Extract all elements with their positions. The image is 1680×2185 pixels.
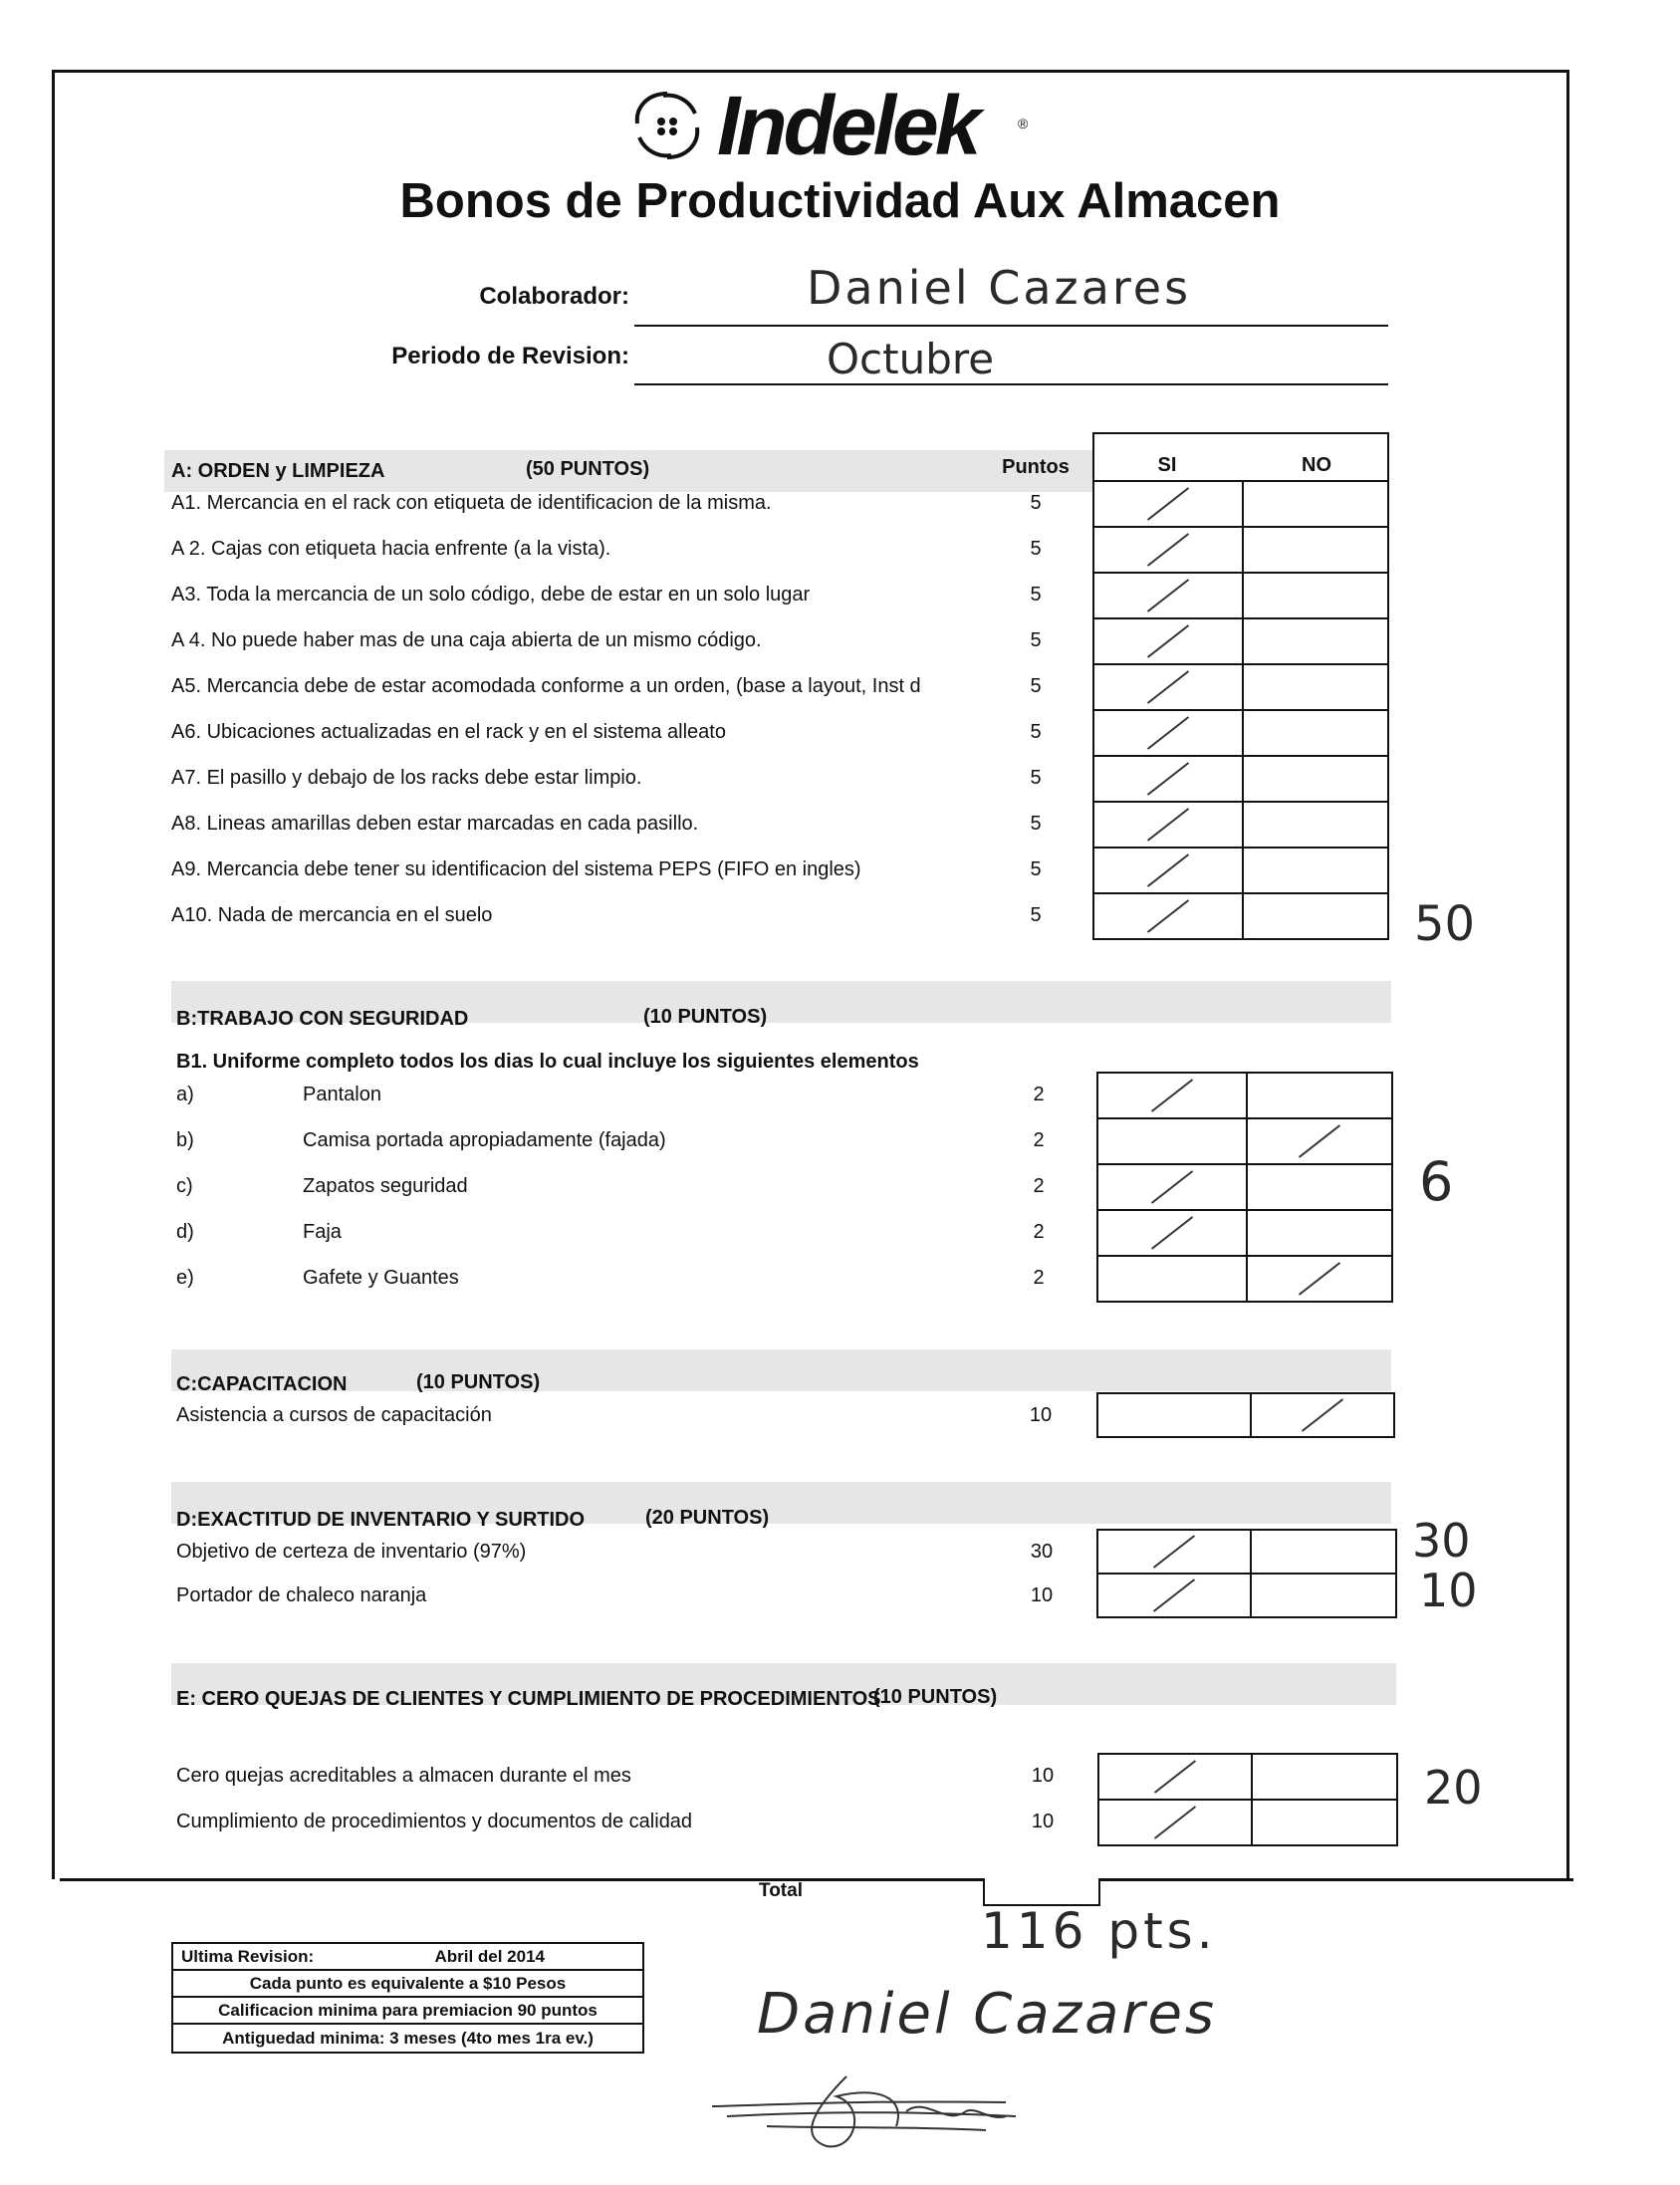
revision-value: Abril del 2014 [434,1946,545,1966]
section-d-title: D:EXACTITUD DE INVENTARIO Y SURTIDO [176,1509,586,1531]
no-checkbox[interactable] [1246,1072,1393,1119]
row-label: A7. El pasillo y debajo de los racks debe estar limpio. [171,767,642,789]
row-points: 2 [1033,1267,1045,1289]
info-line-2: Calificacion minima para premiacion 90 puntos [173,1998,642,2025]
row-points: 10 [1030,1584,1054,1606]
section-d-subtotal-2: 10 [1419,1564,1478,1617]
row-label: A6. Ubicaciones actualizadas en el rack y en el sistema alleato [171,721,726,743]
no-checkbox[interactable] [1242,801,1389,849]
row-label: A9. Mercancia debe tener su identificacion del sistema PEPS (FIFO en ingles) [171,858,861,880]
brand-name: Indelek [717,79,978,172]
brand-logo [627,79,1036,175]
row-points: 30 [1030,1541,1054,1563]
colaborador-underline [634,325,1388,327]
row-letter: a) [176,1084,194,1105]
section-d-points: (20 PUNTOS) [645,1507,770,1529]
col-si-header: SI [1157,454,1177,476]
row-points: 10 [1029,1404,1053,1426]
no-checkbox[interactable] [1242,617,1389,665]
section-b-title: B:TRABAJO CON SEGURIDAD [176,1008,469,1030]
signature-scribble-icon [707,2066,1026,2156]
row-points: 10 [1031,1811,1055,1832]
row-points: 2 [1033,1221,1045,1243]
row-label: A10. Nada de mercancia en el suelo [171,904,493,926]
periodo-value: Octubre [827,335,995,383]
no-checkbox[interactable] [1242,709,1389,757]
row-points: 5 [1030,904,1042,926]
no-checkbox[interactable] [1246,1209,1393,1257]
swirl-logo-icon [627,86,707,165]
no-checkbox[interactable] [1251,1799,1398,1846]
row-points: 2 [1033,1129,1045,1151]
section-c-points: (10 PUNTOS) [416,1371,541,1393]
no-checkbox[interactable] [1242,663,1389,711]
section-b-subtitle: B1. Uniforme completo todos los dias lo cual incluye los siguientes elementos [176,1051,919,1073]
row-label: Camisa portada apropiadamente (fajada) [303,1129,666,1151]
row-label: Pantalon [303,1084,381,1105]
registered-mark: ® [1018,116,1029,131]
row-label: A8. Lineas amarillas deben estar marcadas en cada pasillo. [171,813,699,835]
row-points: 5 [1030,675,1042,697]
row-points: 5 [1030,767,1042,789]
row-label: Objetivo de certeza de inventario (97%) [176,1541,527,1563]
section-e-title: E: CERO QUEJAS DE CLIENTES Y CUMPLIMIENTO DE PROCEDIMIENTOS [176,1688,881,1710]
no-checkbox[interactable] [1246,1163,1393,1211]
section-c-title: C:CAPACITACION [176,1373,348,1395]
row-label: Cumplimiento de procedimientos y documentos de calidad [176,1811,693,1832]
row-label: A 4. No puede haber mas de una caja abierta de un mismo código. [171,629,762,651]
signature-name: Daniel Cazares [757,1982,1218,2047]
no-checkbox[interactable] [1242,892,1389,940]
row-label: Cero quejas acreditables a almacen durante el mes [176,1765,631,1787]
section-b-points: (10 PUNTOS) [643,1006,768,1028]
no-checkbox[interactable] [1242,847,1389,894]
row-label: Faja [303,1221,342,1243]
info-revision-row [173,1944,642,1971]
row-label: Portador de chaleco naranja [176,1584,427,1606]
page-title: Bonos de Productividad Aux Almacen [399,174,1281,228]
row-label: A5. Mercancia debe de estar acomodada conforme a un orden, (base a layout, Inst d [171,675,921,697]
section-e-subtotal: 20 [1424,1761,1483,1815]
si-checkbox[interactable] [1096,1255,1248,1303]
row-points: 5 [1030,813,1042,835]
row-letter: d) [176,1221,194,1243]
row-label: Asistencia a cursos de capacitación [176,1404,492,1426]
revision-label: Ultima Revision: [181,1946,315,1966]
row-points: 5 [1030,858,1042,880]
section-a-points: (50 PUNTOS) [526,458,650,480]
info-line-3: Antiguedad minima: 3 meses (4to mes 1ra ev.) [222,2028,594,2048]
colaborador-label: Colaborador: [479,283,629,310]
row-points: 5 [1030,538,1042,560]
no-checkbox[interactable] [1251,1753,1398,1801]
row-label: Gafete y Guantes [303,1267,459,1289]
row-label: A 2. Cajas con etiqueta hacia enfrente (a la vista). [171,538,611,560]
section-c-band [171,1349,1391,1391]
no-checkbox[interactable] [1242,480,1389,528]
section-a-subtotal: 50 [1414,896,1476,952]
total-value: 116 pts. [981,1902,1217,1960]
no-checkbox[interactable] [1242,572,1389,619]
row-points: 5 [1030,629,1042,651]
section-d-subtotal-1: 30 [1412,1514,1471,1568]
si-checkbox[interactable] [1096,1117,1248,1165]
section-e-points: (10 PUNTOS) [873,1686,998,1708]
form-bottom-border [60,1878,1573,1881]
row-letter: c) [176,1175,193,1197]
no-checkbox[interactable] [1242,526,1389,574]
row-label: A1. Mercancia en el rack con etiqueta de identificacion de la misma. [171,492,772,514]
row-points: 2 [1033,1084,1045,1105]
row-points: 5 [1030,721,1042,743]
col-no-header: NO [1302,454,1331,476]
row-letter: e) [176,1267,194,1289]
row-points: 2 [1033,1175,1045,1197]
row-label: Zapatos seguridad [303,1175,468,1197]
col-puntos-header: Puntos [1002,456,1070,478]
row-points: 10 [1031,1765,1055,1787]
no-checkbox[interactable] [1250,1573,1397,1618]
no-checkbox[interactable] [1250,1529,1397,1575]
section-a-title: A: ORDEN y LIMPIEZA [171,460,385,482]
colaborador-value: Daniel Cazares [807,261,1192,315]
periodo-underline [634,383,1388,385]
no-checkbox[interactable] [1242,755,1389,803]
si-checkbox[interactable] [1096,1392,1252,1438]
section-b-subtotal: 6 [1419,1150,1454,1213]
info-line-1: Cada punto es equivalente a $10 Pesos [173,1971,642,1998]
row-label: A3. Toda la mercancia de un solo código, debe de estar en un solo lugar [171,584,811,606]
total-label: Total [759,1880,803,1901]
row-letter: b) [176,1129,194,1151]
periodo-label: Periodo de Revision: [391,343,629,369]
row-points: 5 [1030,584,1042,606]
row-points: 5 [1030,492,1042,514]
info-table [171,1942,644,2054]
